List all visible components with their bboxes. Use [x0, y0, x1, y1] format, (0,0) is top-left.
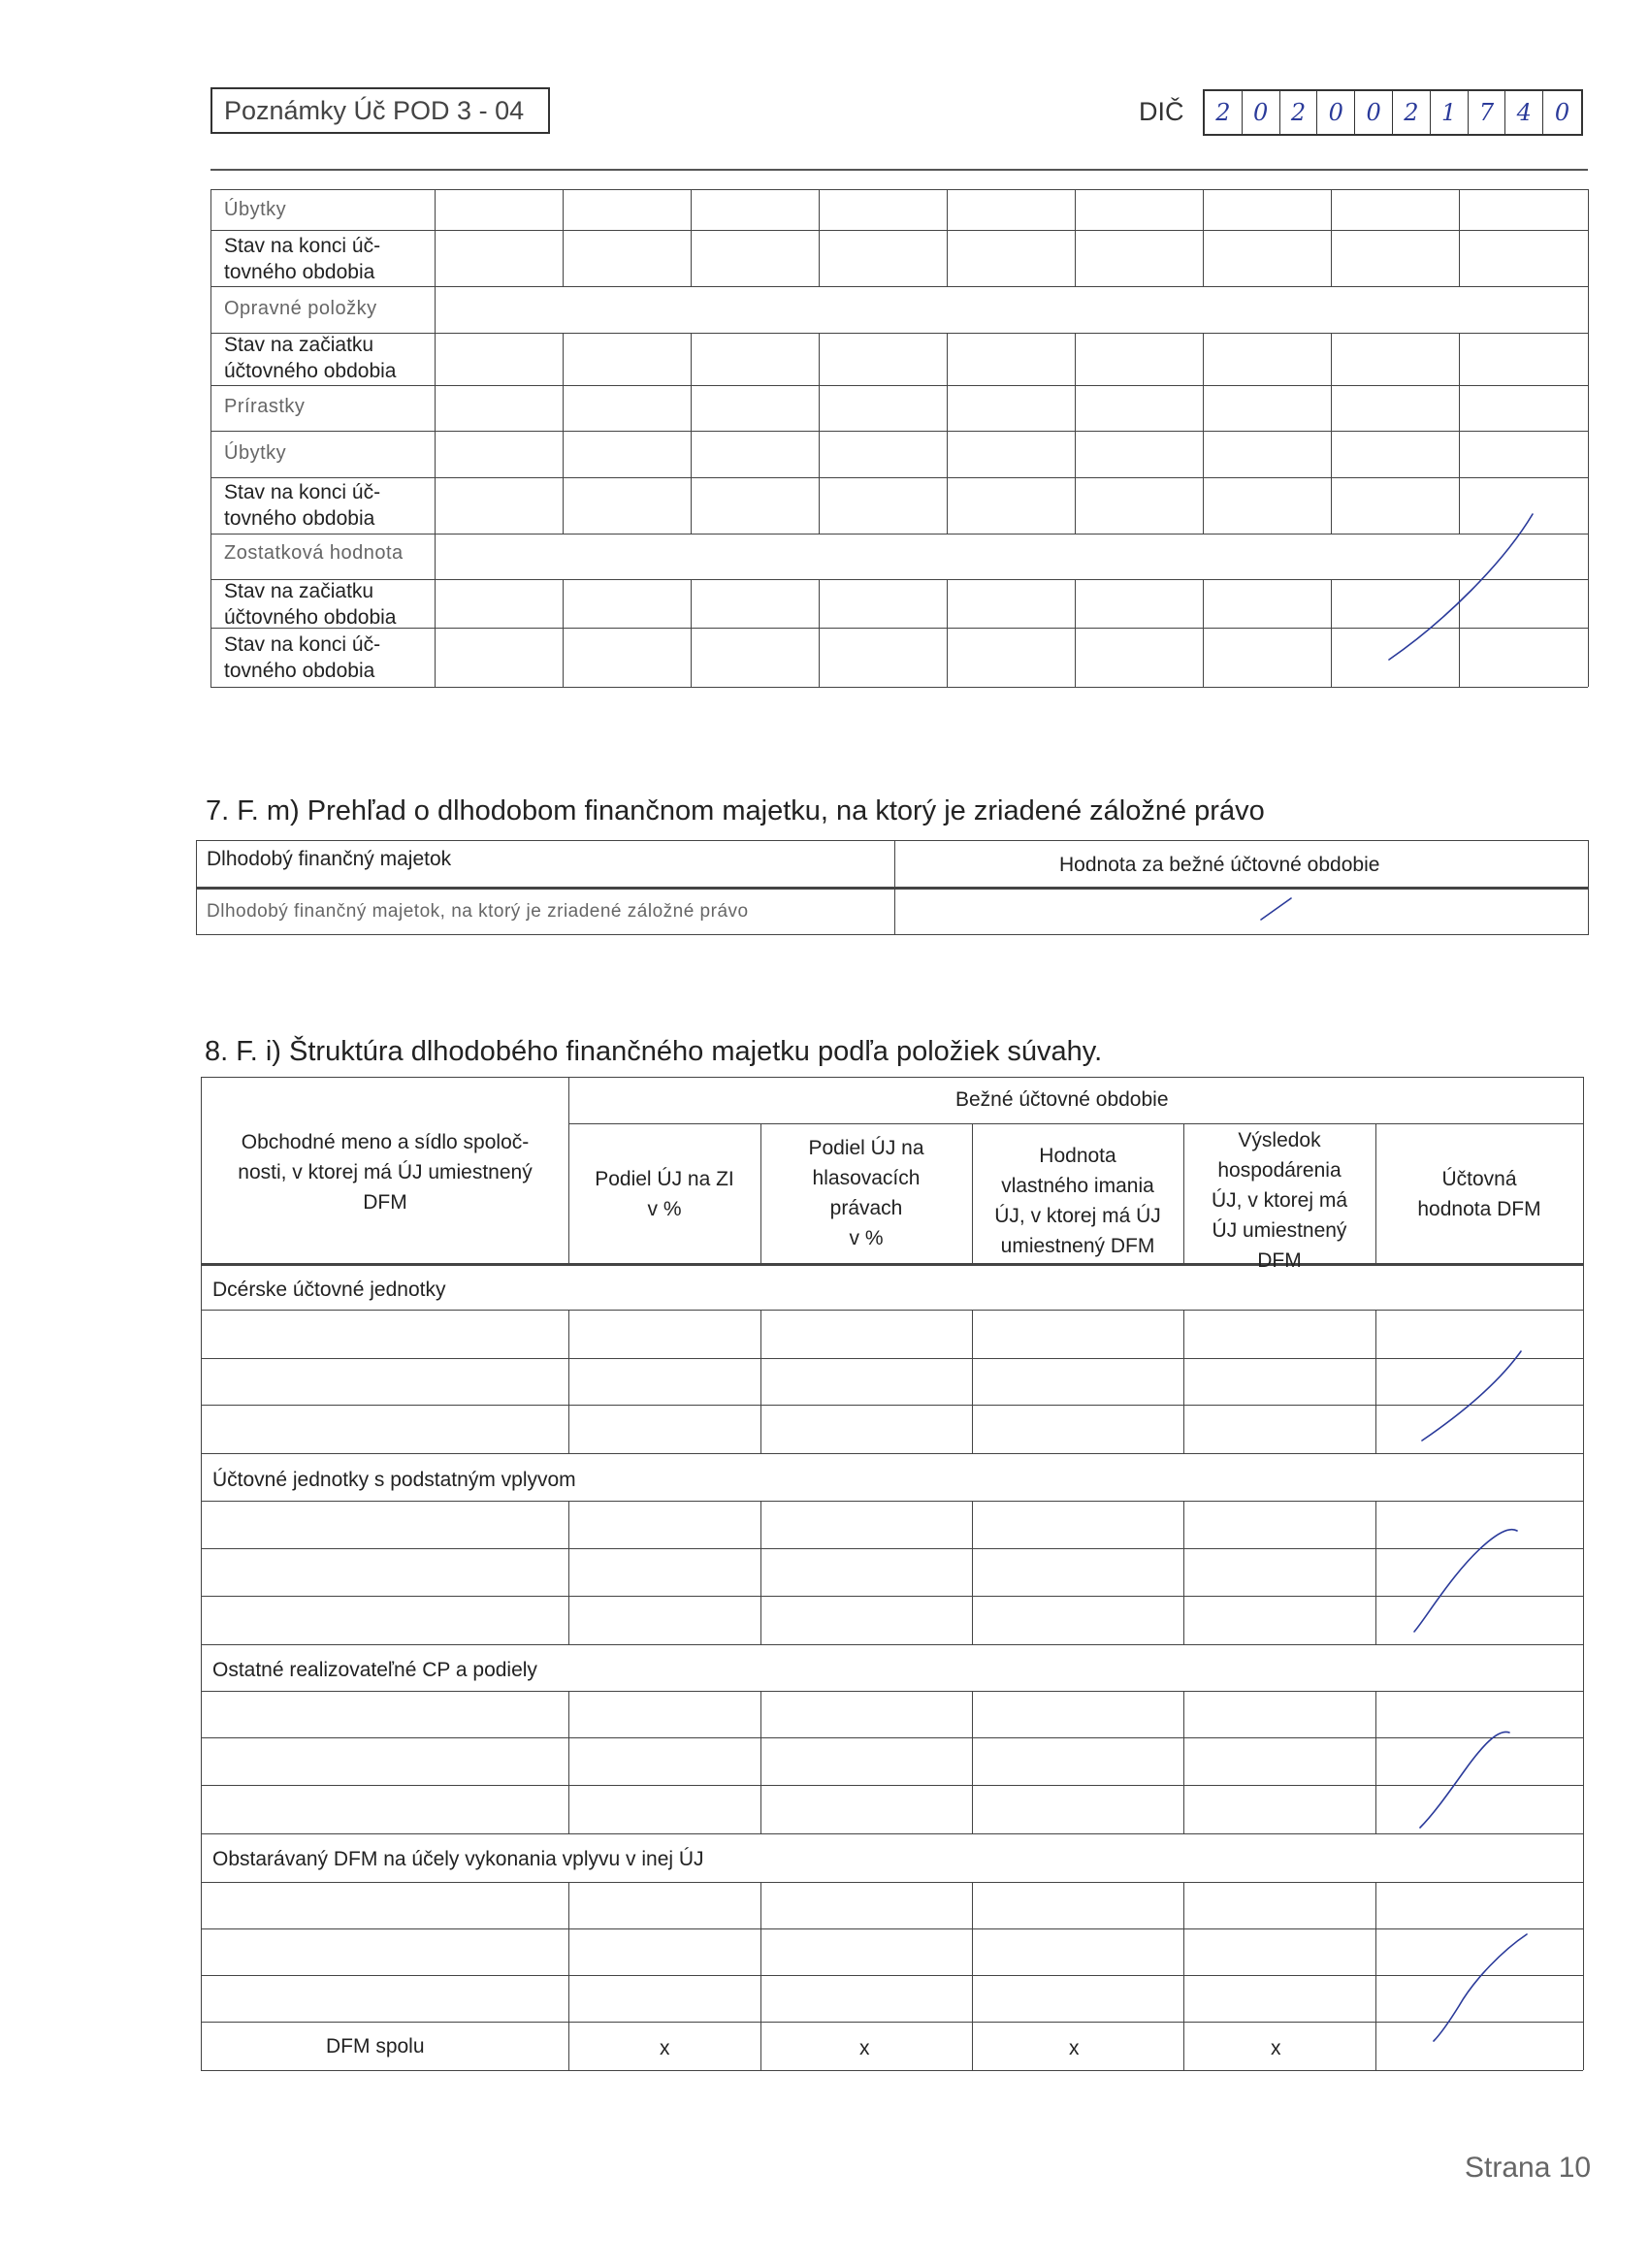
not-applicable-mark: x [1271, 2037, 1281, 2059]
row-label: Úbytky [224, 199, 287, 220]
table-rule [210, 189, 1588, 190]
column-header: Obchodné meno a sídlo spoloč- nosti, v ktorej má ÚJ umiestnený DFM [238, 1131, 533, 1214]
table-rule [568, 1310, 569, 1453]
table-rule [1375, 1310, 1376, 1453]
table-rule [201, 1263, 1583, 1266]
table-rule [210, 189, 211, 687]
table-rule [568, 1691, 569, 1833]
table-rule [568, 1882, 569, 2070]
table-rule [563, 579, 564, 687]
column-header: Výsledok hospodárenia ÚJ, v ktorej má ÚJ umiestnený DFM [1211, 1129, 1348, 1272]
table-rule [691, 189, 692, 230]
table-rule [1075, 333, 1076, 534]
table-rule [972, 1123, 973, 1263]
table-rule [819, 230, 820, 286]
table-rule [210, 385, 1588, 386]
dic-digit: 2 [1205, 91, 1243, 134]
table-rule [760, 1310, 761, 1453]
column-header: Účtovná hodnota DFM [1417, 1168, 1541, 1220]
table-rule [1331, 579, 1332, 687]
table-rule [196, 887, 1589, 890]
row-label: Stav na konci úč- tovného obdobia [224, 633, 381, 682]
table-rule [1183, 1882, 1184, 2070]
table-rule [1075, 230, 1076, 286]
table-rule [210, 687, 1588, 688]
table-rule [201, 2070, 1583, 2071]
table-rule [1588, 189, 1589, 687]
table-rule [1583, 1077, 1584, 2070]
table-rule [947, 230, 948, 286]
table-rule [201, 1644, 1583, 1645]
pen-strike-mark [1397, 1727, 1523, 1833]
table-rule [1331, 333, 1332, 534]
table-rule [1183, 1691, 1184, 1833]
table-rule [1375, 1123, 1376, 1263]
table-rule [210, 286, 1588, 287]
table-rule [1375, 1882, 1376, 2070]
table-rule [563, 333, 564, 534]
table-rule [210, 431, 1588, 432]
row-label: Úbytky [224, 442, 287, 464]
pen-strike-mark [1377, 504, 1552, 669]
table-rule [972, 1310, 973, 1453]
row-label: Stav na začiatku účtovného obdobia [224, 334, 397, 382]
table-rule [691, 579, 692, 687]
table-rule [1075, 189, 1076, 230]
group-label: Dcérske účtovné jednotky [212, 1279, 446, 1301]
table-rule [1183, 1123, 1184, 1263]
table-rule [563, 230, 564, 286]
column-header: Hodnota vlastného imania ÚJ, v ktorej má ÚJ umiestnený DFM [994, 1145, 1161, 1257]
pen-strike-mark [1397, 1523, 1523, 1639]
table-rule [894, 840, 895, 934]
table-rule [972, 1501, 973, 1644]
table-rule [760, 1882, 761, 2070]
column-header: Dlhodobý finančný majetok [207, 848, 452, 870]
table-rule [568, 1123, 1583, 1124]
not-applicable-mark: x [1069, 2037, 1080, 2059]
table-rule [760, 1501, 761, 1644]
table-rule [1375, 1501, 1376, 1644]
page-number: Strana 10 [1465, 2152, 1592, 2184]
table-rule [563, 189, 564, 230]
section-7-title: 7. F. m) Prehľad o dlhodobom finančnom majetku, na ktorý je zriadené záložné právo [206, 795, 1265, 826]
table-rule [1203, 230, 1204, 286]
table-rule [972, 1882, 973, 2070]
dic-digit: 0 [1554, 99, 1570, 126]
table-rule [435, 189, 436, 687]
dic-digit: 4 [1505, 91, 1543, 134]
dic-label: DIČ [1139, 97, 1184, 126]
table-rule [210, 477, 1588, 478]
table-rule [196, 840, 197, 934]
table-rule [201, 1077, 202, 2070]
dic-digit: 2 [1393, 91, 1431, 134]
dic-digit: 2 [1280, 91, 1318, 134]
table-rule [210, 230, 1588, 231]
group-label: Účtovné jednotky s podstatným vplyvom [212, 1469, 576, 1491]
group-label: Ostatné realizovateľné CP a podiely [212, 1659, 537, 1681]
table-rule [196, 840, 1589, 841]
table-rule [947, 189, 948, 230]
group-label: Obstarávaný DFM na účely vykonania vplyvu v inej ÚJ [212, 1848, 704, 1870]
period-header: Bežné účtovné obdobie [955, 1088, 1169, 1111]
dic-digit: 0 [1355, 91, 1393, 134]
not-applicable-mark: x [859, 2037, 870, 2059]
column-header: Hodnota za bežné účtovné obdobie [1059, 854, 1380, 876]
row-label: Prírastky [224, 396, 306, 417]
table-rule [760, 1691, 761, 1833]
table-rule [196, 934, 1589, 935]
table-rule [1075, 579, 1076, 687]
table-rule [1203, 189, 1204, 230]
table-rule [691, 230, 692, 286]
row-label: Opravné položky [224, 298, 377, 319]
dic-digit: 0 [1317, 91, 1355, 134]
table-rule [819, 333, 820, 534]
row-label: Dlhodobý finančný majetok, na ktorý je zriadené záložné právo [207, 901, 749, 922]
table-rule [760, 1123, 761, 1263]
row-label: Stav na konci úč- tovného obdobia [224, 235, 381, 283]
table-rule [201, 1453, 1583, 1454]
dic-digit: 0 [1243, 91, 1280, 134]
dic-field[interactable] [1203, 89, 1583, 136]
table-rule [1375, 1691, 1376, 1833]
section-8-title: 8. F. i) Štruktúra dlhodobého finančného majetku podľa položiek súvahy. [205, 1036, 1103, 1067]
table-rule [1459, 230, 1460, 286]
not-applicable-mark: x [660, 2037, 670, 2059]
row-label: Stav na začiatku účtovného obdobia [224, 580, 397, 629]
table-rule [568, 1501, 569, 1644]
column-header: Podiel ÚJ na hlasovacích právach v % [808, 1137, 924, 1249]
dic-digit: 7 [1469, 91, 1506, 134]
table-rule [947, 579, 948, 687]
table-rule [691, 333, 692, 534]
pen-strike-mark [1406, 1344, 1533, 1450]
row-label: Stav na konci úč- tovného obdobia [224, 481, 381, 530]
column-header: Podiel ÚJ na ZI v % [595, 1168, 734, 1220]
form-id: Poznámky Úč POD 3 - 04 [210, 87, 550, 134]
table-rule [819, 579, 820, 687]
table-rule [1588, 840, 1589, 934]
table-rule [1459, 333, 1460, 534]
total-label: DFM spolu [326, 2035, 425, 2057]
table-rule [1459, 189, 1460, 230]
dic-digit: 1 [1431, 91, 1469, 134]
table-rule [972, 1691, 973, 1833]
table-rule [1203, 579, 1204, 687]
table-rule [947, 333, 948, 534]
table-rule [1203, 333, 1204, 534]
table-rule [201, 1077, 1583, 1078]
header-divider [210, 169, 1588, 171]
table-rule [568, 1077, 569, 1263]
table-rule [1183, 1310, 1184, 1453]
table-rule [1331, 189, 1332, 230]
table-rule [201, 1833, 1583, 1834]
table-rule [1331, 230, 1332, 286]
table-rule [1183, 1501, 1184, 1644]
row-label: Zostatková hodnota [224, 542, 404, 564]
pen-strike-mark [1406, 1930, 1533, 2047]
pen-strike-mark [1257, 894, 1296, 923]
table-rule [819, 189, 820, 230]
